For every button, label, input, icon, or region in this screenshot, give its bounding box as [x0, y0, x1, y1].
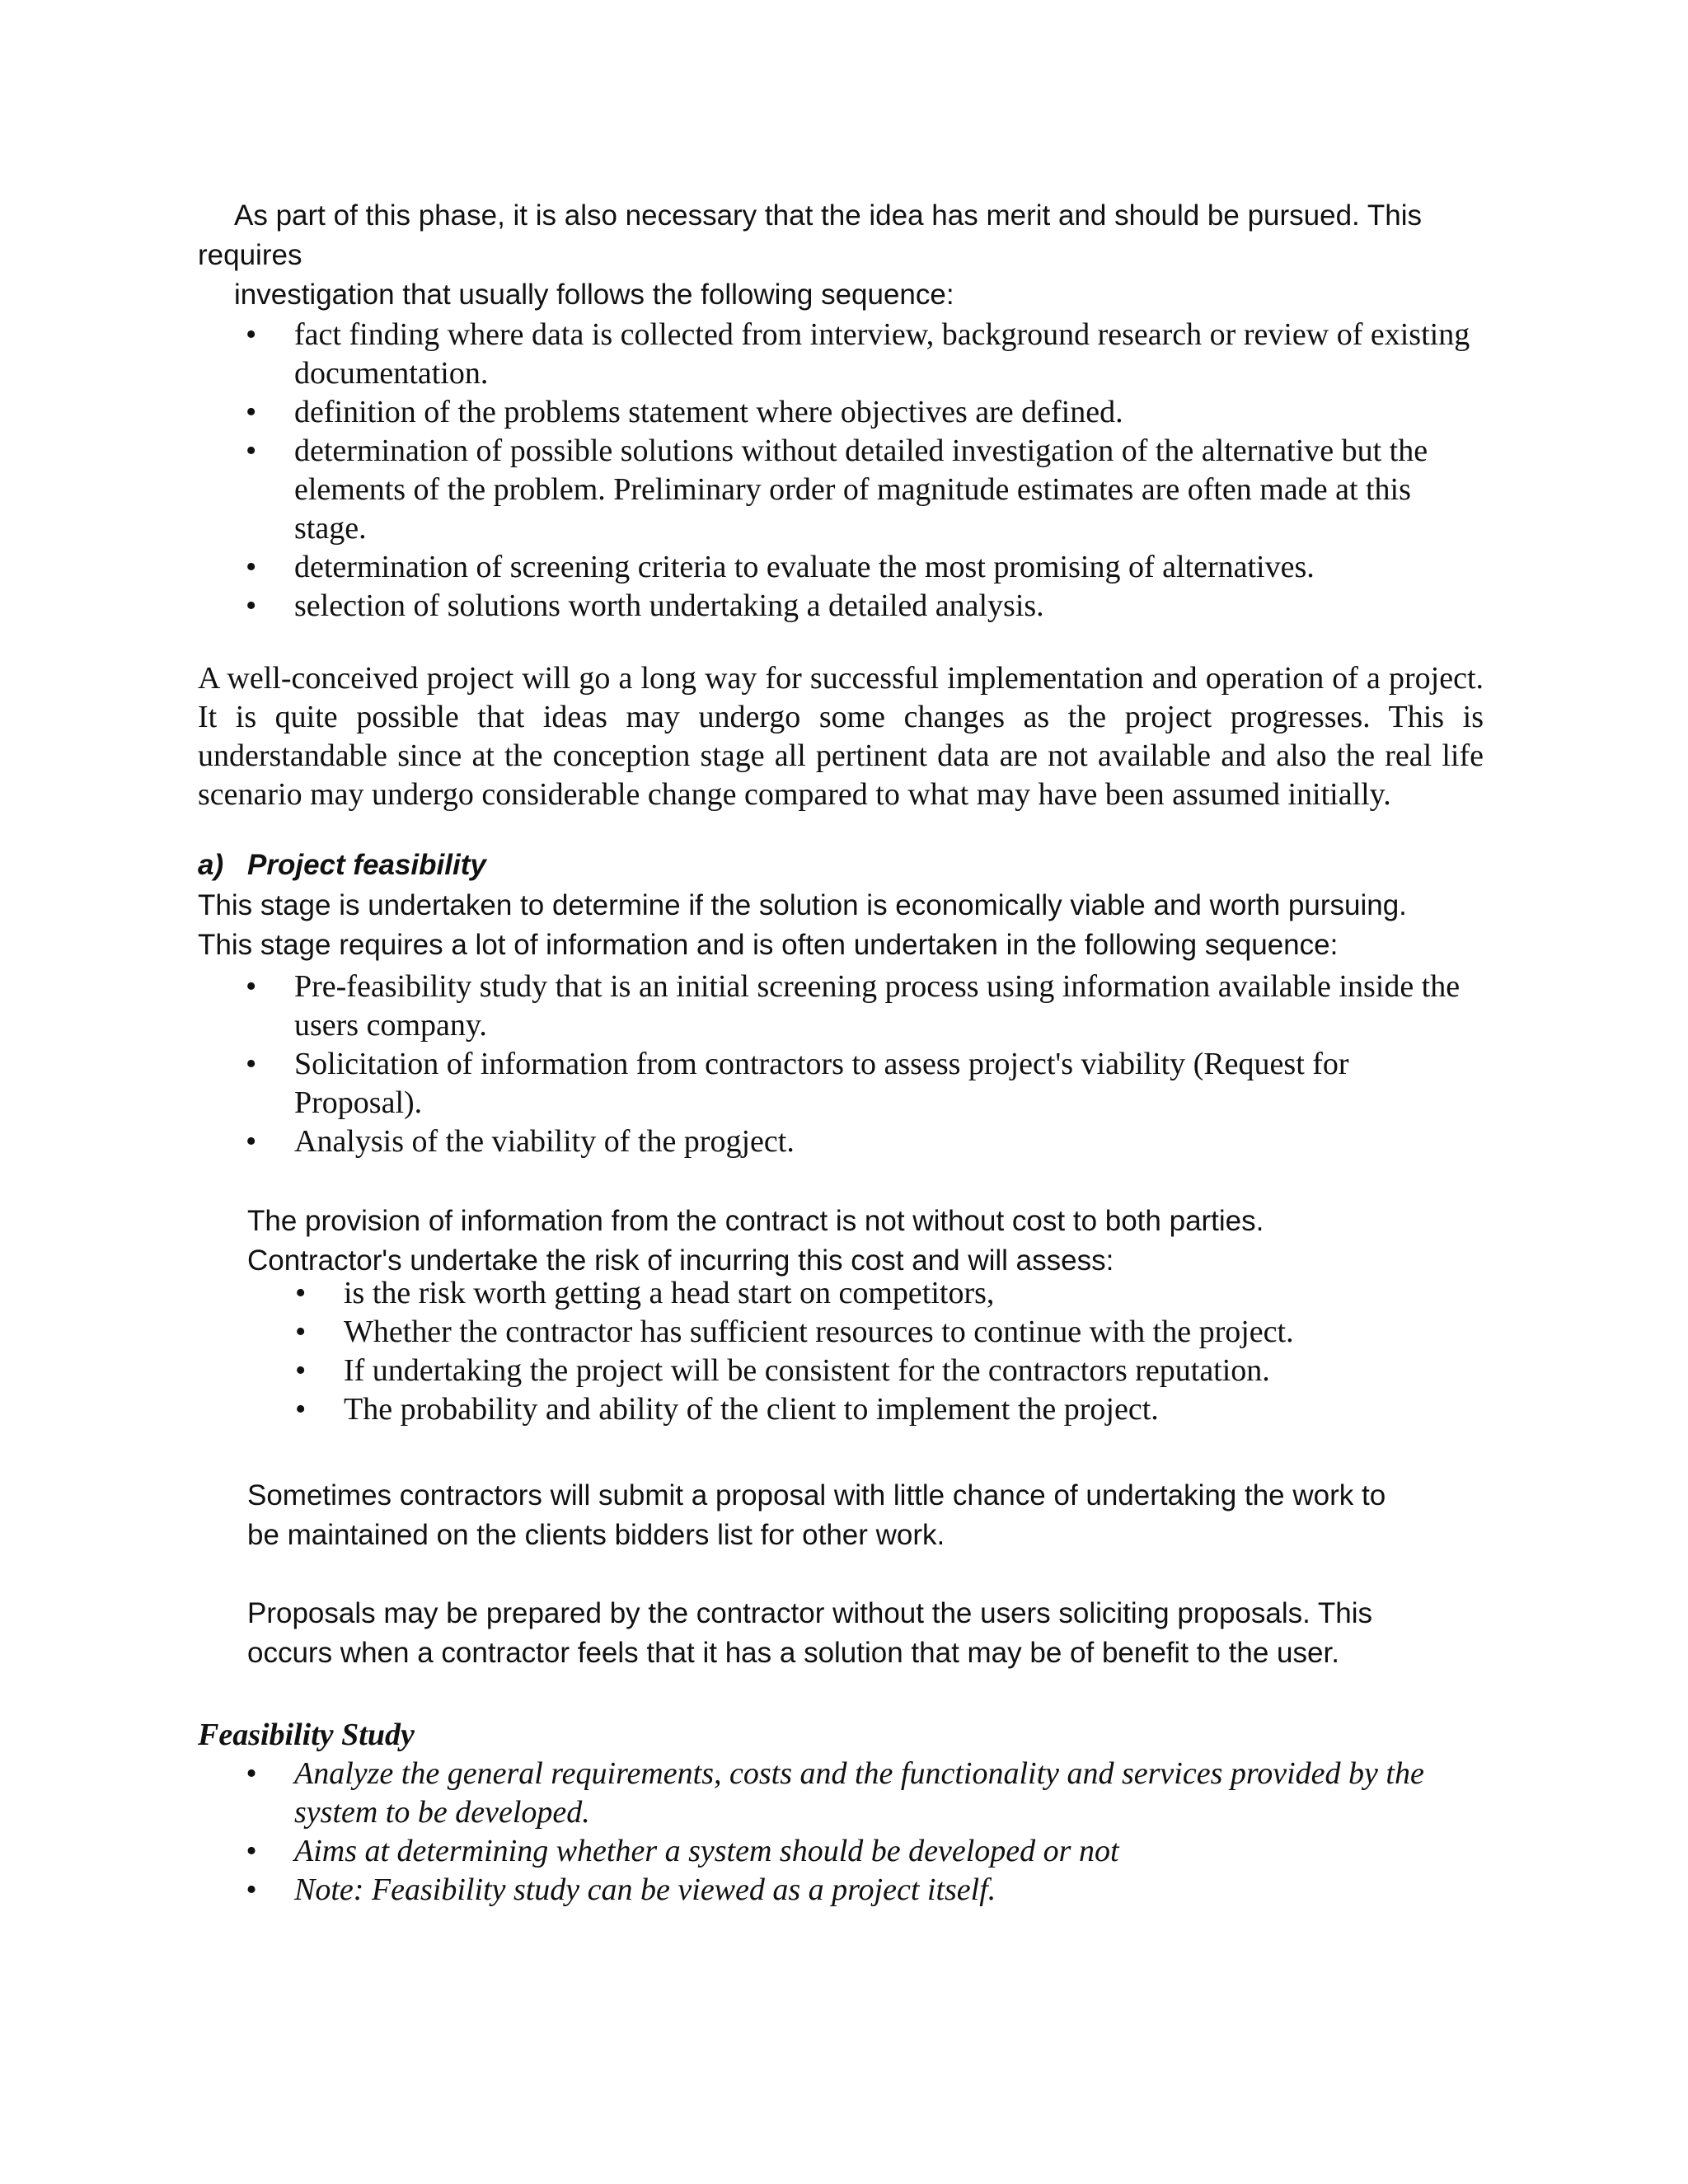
- provision-paragraph: [247, 1202, 1484, 1281]
- project-feasibility-heading: [198, 846, 1484, 885]
- list-item: • Solicitation of information from contractors to assess project's viability (Request for Proposal).: [198, 1045, 1484, 1122]
- feasibility-study-heading: Feasibility Study: [198, 1718, 415, 1752]
- heading-title: Project feasibility: [247, 849, 486, 881]
- feasibility-study-list: [198, 1755, 1484, 1910]
- list-item: • definition of the problems statement where objectives are defined.: [198, 393, 1484, 432]
- list-item: • selection of solutions worth undertaking a detailed analysis.: [198, 587, 1484, 626]
- sometimes-line-2: be maintained on the clients bidders list for other work.: [247, 1519, 945, 1551]
- list-item: • determination of possible solutions without detailed investigation of the alternative but the elements of the problem. Preliminary order of magnitude estimates are often made at this stage.: [198, 432, 1484, 548]
- list-item: • Whether the contractor has sufficient resources to continue with the project.: [247, 1313, 1484, 1352]
- proposals-paragraph: [247, 1594, 1484, 1673]
- intro-line-3: investigation that usually follows the following sequence:: [234, 279, 954, 311]
- proposals-line-1: Proposals may be prepared by the contractor without the users soliciting proposals. This: [247, 1597, 1373, 1629]
- list-item: • Analysis of the viability of the progject.: [198, 1122, 1484, 1161]
- sometimes-line-1: Sometimes contractors will submit a proposal with little chance of undertaking the work to: [247, 1479, 1386, 1511]
- provision-line-1: The provision of information from the contract is not without cost to both parties.: [247, 1205, 1264, 1237]
- project-feasibility-line-1: This stage is undertaken to determine if the solution is economically viable and worth pursuing.: [198, 889, 1407, 921]
- list-item: • is the risk worth getting a head start on competitors,: [247, 1274, 1484, 1313]
- list-item: • If undertaking the project will be consistent for the contractors reputation.: [247, 1352, 1484, 1390]
- sometimes-paragraph: [247, 1476, 1484, 1555]
- list-item: • fact finding where data is collected from interview, background research or review of existing documentation.: [198, 316, 1484, 393]
- intro-line-2: requires: [198, 239, 302, 271]
- list-item: • The probability and ability of the client to implement the project.: [247, 1390, 1484, 1429]
- list-item: • Analyze the general requirements, costs and the functionality and services provided by the system to be developed.: [198, 1755, 1484, 1832]
- contractor-assessment-list: [247, 1274, 1484, 1429]
- list-item: • determination of screening criteria to evaluate the most promising of alternatives.: [198, 548, 1484, 587]
- list-item: • Note: Feasibility study can be viewed as a project itself.: [198, 1871, 1484, 1910]
- proposals-line-2: occurs when a contractor feels that it has a solution that may be of benefit to the user.: [247, 1637, 1339, 1669]
- project-feasibility-intro: [198, 886, 1517, 965]
- provision-line-2: Contractor's undertake the risk of incurring this cost and will assess:: [247, 1244, 1114, 1277]
- list-item: • Pre-feasibility study that is an initial screening process using information available inside the users company.: [198, 968, 1484, 1045]
- project-feasibility-line-2: This stage requires a lot of information and is often undertaken in the following sequence:: [198, 929, 1339, 961]
- intro-line-1: As part of this phase, it is also necessary that the idea has merit and should be pursued. This: [234, 199, 1422, 232]
- heading-marker: a): [198, 849, 224, 881]
- intro-paragraph: [198, 196, 1484, 315]
- investigation-steps-list: [198, 316, 1484, 626]
- well-conceived-paragraph: A well-conceived project will go a long way for successful implementation and operation of a project. It is quite possible that ideas may undergo some changes as the project progresses. This is understandable since at the conception stage all pertinent data are not available and also the real life scenario may undergo considerable change compared to what may have been assumed initially.: [198, 661, 1484, 812]
- list-item: • Aims at determining whether a system should be developed or not: [198, 1832, 1484, 1871]
- project-feasibility-steps-list: [198, 968, 1484, 1161]
